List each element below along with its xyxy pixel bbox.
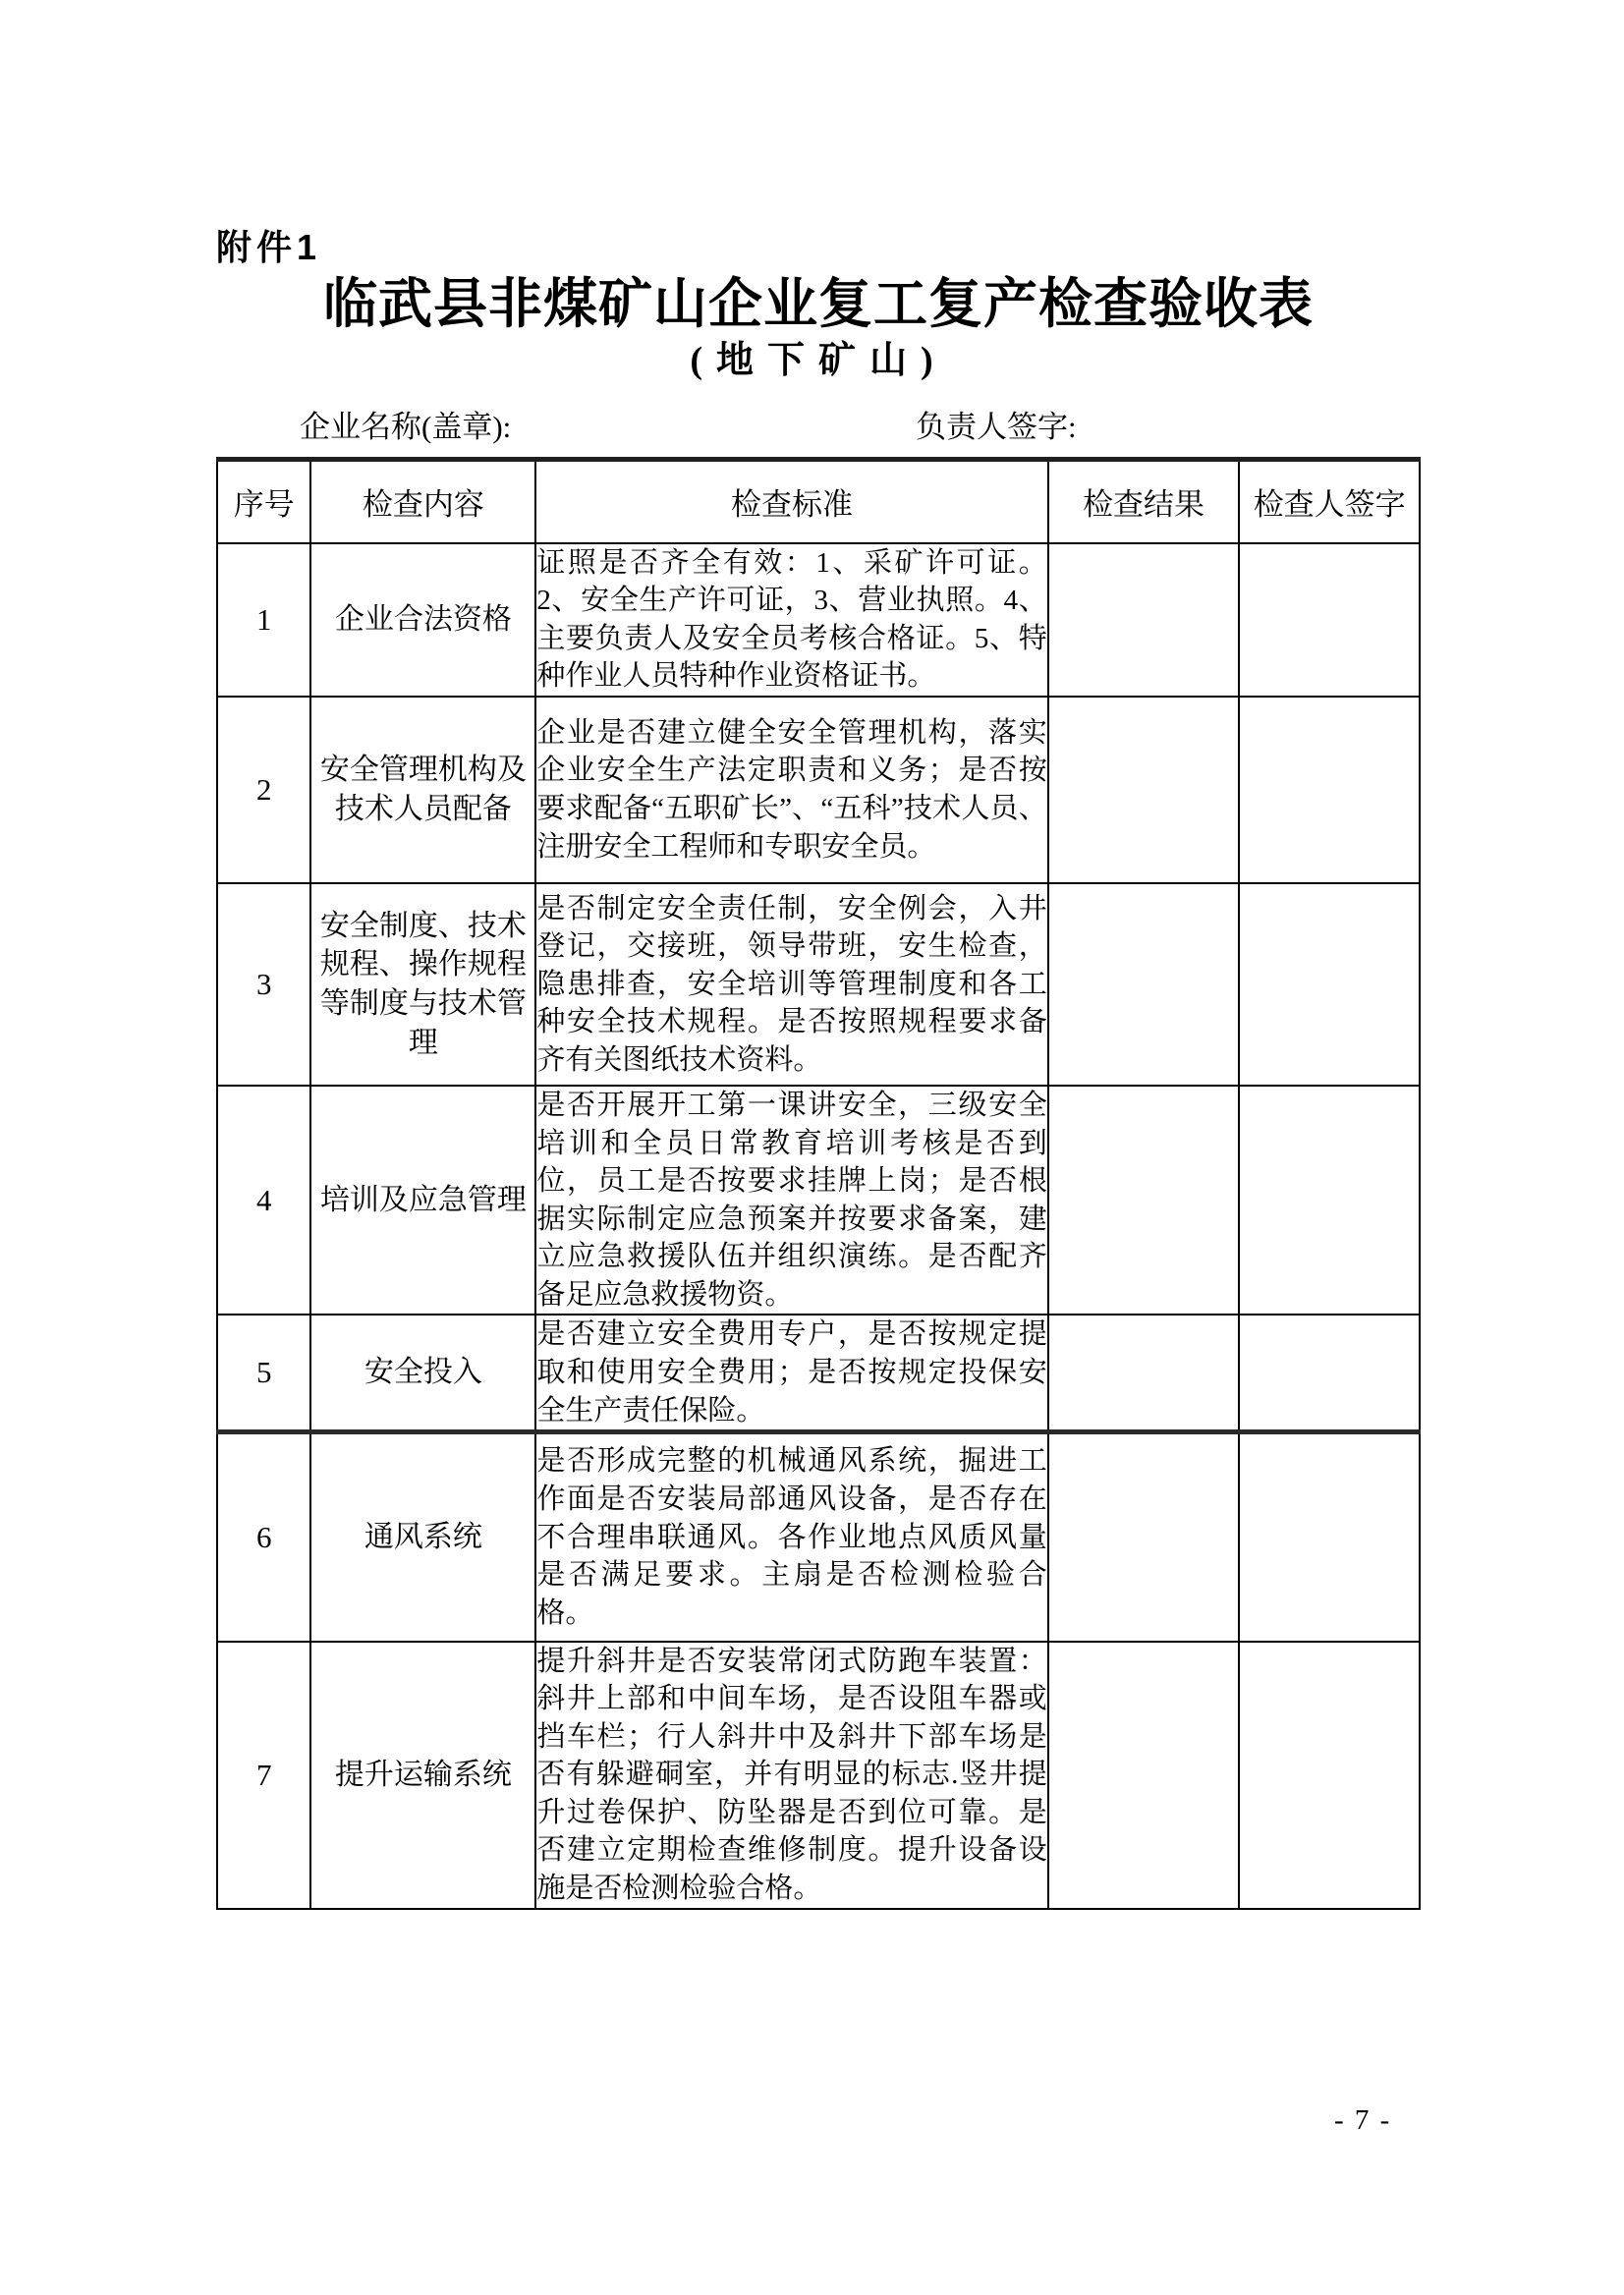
row-signature [1239, 697, 1420, 883]
header-check-content: 检查内容 [310, 459, 535, 543]
row-standard: 证照是否齐全有效：1、采矿许可证。2、安全生产许可证，3、营业执照。4、主要负责人及安全员考核合格证。5、特种作业人员特种作业资格证书。 [535, 543, 1047, 697]
row-result [1048, 1315, 1240, 1431]
row-content: 培训及应急管理 [310, 1086, 535, 1315]
responsible-signature-label: 负责人签字: [916, 409, 1077, 444]
row-no: 4 [217, 1086, 310, 1315]
row-standard: 企业是否建立健全安全管理机构，落实企业安全生产法定职责和义务；是否按要求配备“五职矿长”、“五科”技术人员、注册安全工程师和专职安全员。 [535, 697, 1047, 883]
row-standard: 是否制定安全责任制，安全例会，入井登记，交接班，领导带班，安生检查，隐患排查，安全培训等管理制度和各工种安全技术规程。是否按照规程要求备齐有关图纸技术资料。 [535, 883, 1047, 1086]
company-name-label: 企业名称(盖章): [300, 409, 512, 444]
table-row [217, 883, 1420, 1086]
table-row [217, 1315, 1420, 1431]
row-content: 企业合法资格 [310, 543, 535, 697]
document-subtitle: (地下矿山) [690, 340, 947, 382]
row-content: 提升运输系统 [310, 1642, 535, 1909]
row-no: 2 [217, 697, 310, 883]
table-row [217, 543, 1420, 697]
document-content [216, 0, 1421, 1910]
row-standard: 是否形成完整的机械通风系统，掘进工作面是否安装局部通风设备，是否存在不合理串联通风。各作业地点风质风量是否满足要求。主扇是否检测检验合格。 [535, 1432, 1047, 1642]
inspection-table [216, 457, 1421, 1910]
row-no: 5 [217, 1315, 310, 1431]
header-check-result: 检查结果 [1048, 459, 1240, 543]
row-content: 安全制度、技术规程、操作规程等制度与技术管理 [310, 883, 535, 1086]
header-seq-no: 序号 [217, 459, 310, 543]
row-standard: 提升斜井是否安装常闭式防跑车装置：斜井上部和中间车场，是否设阻车器或挡车栏；行人斜井中及斜井下部车场是否有躲避硐室，并有明显的标志.竖井提升过卷保护、防坠器是否到位可靠。是否建立定期检查维修制度。提升设备设施是否检测检验合格。 [535, 1642, 1047, 1909]
row-signature [1239, 1432, 1420, 1642]
table-header-row [217, 459, 1420, 543]
row-no: 6 [217, 1432, 310, 1642]
table-row [217, 1642, 1420, 1909]
row-result [1048, 697, 1240, 883]
row-content: 安全投入 [310, 1315, 535, 1431]
row-content: 通风系统 [310, 1432, 535, 1642]
row-signature [1239, 1086, 1420, 1315]
row-signature [1239, 543, 1420, 697]
row-standard: 是否开展开工第一课讲安全，三级安全培训和全员日常教育培训考核是否到位，员工是否按要求挂牌上岗；是否根据实际制定应急预案并按要求备案，建立应急救援队伍并组织演练。是否配齐备足应急救援物资。 [535, 1086, 1047, 1315]
row-no: 3 [217, 883, 310, 1086]
page-number: - 7 - [1334, 2104, 1392, 2136]
row-result [1048, 1086, 1240, 1315]
row-result [1048, 543, 1240, 697]
table-row [217, 697, 1420, 883]
document-title: 临武县非煤矿山企业复工复产检查验收表 [322, 274, 1314, 335]
row-signature [1239, 1315, 1420, 1431]
row-content: 安全管理机构及技术人员配备 [310, 697, 535, 883]
row-result [1048, 1432, 1240, 1642]
row-signature [1239, 883, 1420, 1086]
attachment-label: 附件1 [216, 227, 322, 267]
row-signature [1239, 1642, 1420, 1909]
header-checker-signature: 检查人签字 [1239, 459, 1420, 543]
row-no: 7 [217, 1642, 310, 1909]
row-no: 1 [217, 543, 310, 697]
table-row [217, 1086, 1420, 1315]
header-check-standard: 检查标准 [535, 459, 1047, 543]
row-result [1048, 883, 1240, 1086]
row-standard: 是否建立安全费用专户，是否按规定提取和使用安全费用；是否按规定投保安全生产责任保险。 [535, 1315, 1047, 1431]
table-row [217, 1432, 1420, 1642]
row-result [1048, 1642, 1240, 1909]
form-header-line [216, 402, 1421, 447]
